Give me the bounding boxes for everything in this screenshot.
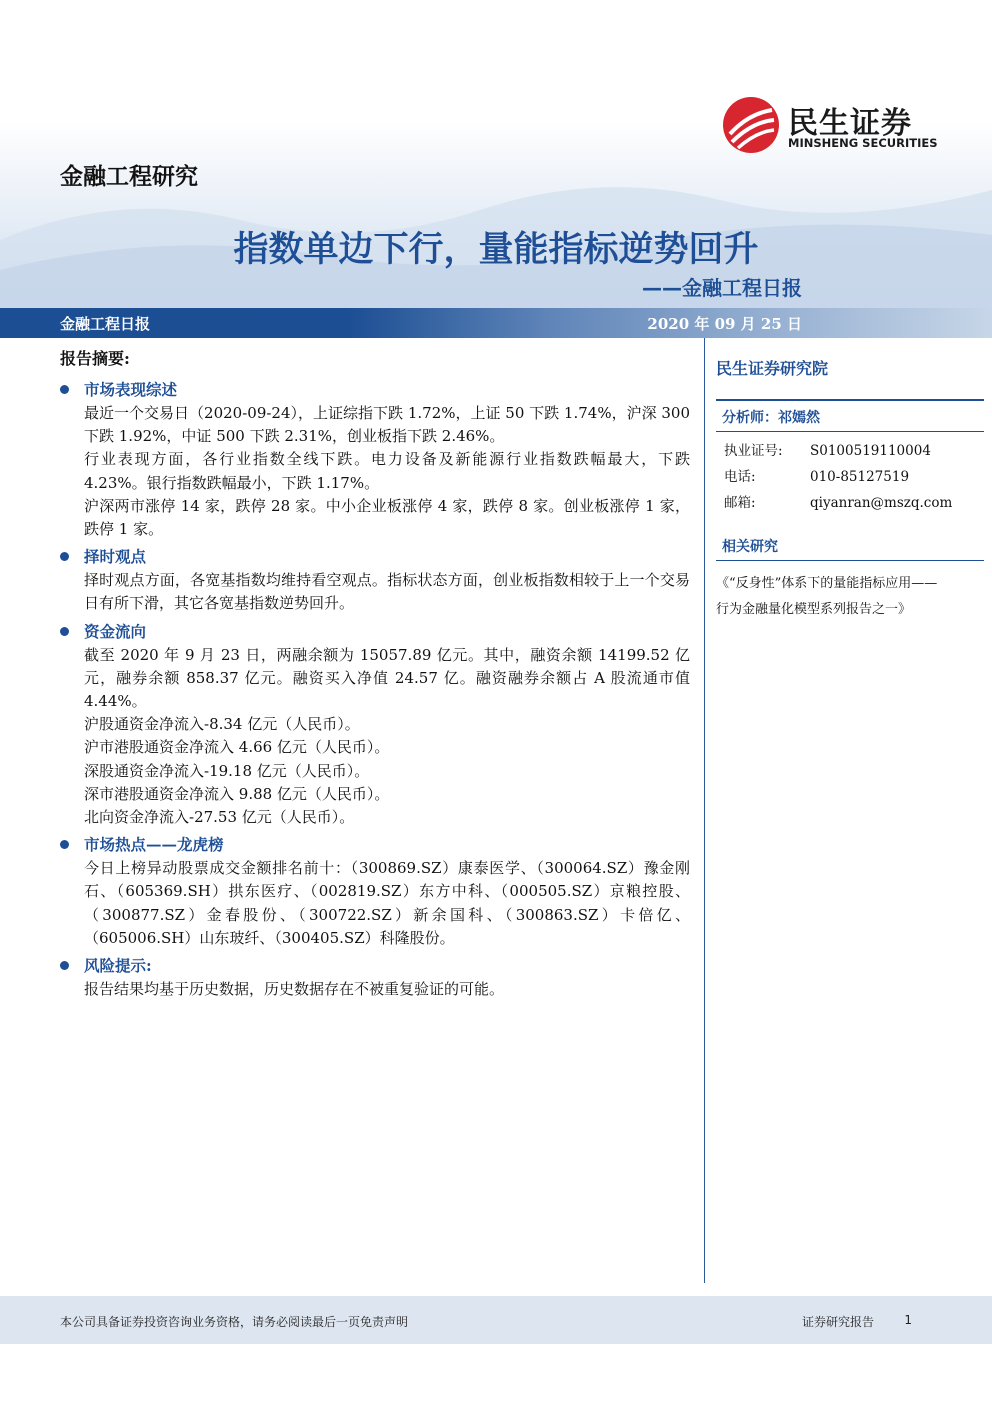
paragraph: 北向资金净流入-27.53 亿元（人民币）。 (84, 808, 355, 827)
report-type-label: 金融工程日报 (60, 315, 151, 333)
logo-name-cn: 民生证券 (788, 106, 912, 141)
report-date: 2020 年 09 月 25 日 (647, 315, 802, 333)
section-fund-flow (60, 620, 690, 830)
footer-doc-type: 证券研究报告 (801, 1315, 874, 1329)
analyst-info (716, 438, 984, 516)
bullet-icon (60, 627, 69, 636)
report-title: 指数单边下行，量能指标逆势回升 (233, 230, 759, 270)
related-report-link[interactable]: 《“反身性”体系下的量能指标应用—— 行为金融量化模型系列报告之一》 (716, 576, 938, 617)
section-hotspot (60, 833, 690, 950)
related-heading: 相关研究 (716, 532, 984, 561)
section-heading: 风险提示: (60, 954, 690, 978)
paragraph: 深股通资金净流入-19.18 亿元（人民币）。 (84, 761, 370, 780)
bullet-icon (60, 552, 69, 561)
paragraph: 沪深两市涨停 14 家，跌停 28 家。中小企业板涨停 4 家，跌停 8 家。创业板涨停 1 家，跌停 1 家。 (84, 496, 690, 539)
analyst-name: 分析师：祁嫣然 (716, 399, 984, 432)
section-heading: 择时观点 (60, 545, 690, 569)
footer-disclaimer: 本公司具备证券投资咨询业务资格，请务必阅读最后一页免责声明 (60, 1315, 409, 1329)
page-number: 1 (904, 1313, 912, 1327)
summary-content (60, 378, 690, 1005)
minsheng-logo (722, 96, 952, 156)
column-divider (704, 338, 705, 1283)
report-category: 金融工程研究 (60, 164, 198, 190)
paragraph: 今日上榜异动股票成交金额排名前十：（300869.SZ）康泰医学、（300064.SZ）豫金刚石、（605369.SH）拱东医疗、（002819.SZ）东方中科、（000505.SZ）京粮控股、（300877.SZ）金春股份、（300722.SZ）新余国科、（300863.SZ）卡倍亿、（605006.SH）山东玻纤、（300405.SZ）科隆股份。 (84, 859, 690, 947)
paragraph: 截至 2020 年 9 月 23 日，两融余额为 15057.89 亿元。其中，融资余额 14199.52 亿元，融券余额 858.37 亿元。融资买入净值 24.57 亿。融资融券余额占 A 股流通市值 4.44%。 (84, 645, 690, 711)
email-link[interactable]: qiyanran@mszq.com (810, 495, 953, 511)
paragraph: 行业表现方面，各行业指数全线下跌。电力设备及新能源行业指数跌幅最大，下跌 4.23%。银行指数跌幅最小，下跌 1.17%。 (84, 450, 690, 492)
info-row: 电话: 010-85127519 (724, 469, 910, 485)
paragraph: 沪市港股通资金净流入 4.66 亿元（人民币）。 (84, 738, 390, 757)
logo-emblem-icon (722, 96, 780, 154)
paragraph: 深市港股通资金净流入 9.88 亿元（人民币）。 (84, 784, 390, 803)
bullet-icon (60, 840, 69, 849)
section-heading: 资金流向 (60, 620, 690, 644)
bullet-icon (60, 961, 69, 970)
report-subtitle: ——金融工程日报 (642, 276, 802, 300)
section-risk (60, 954, 690, 1001)
section-heading: 市场表现综述 (60, 378, 690, 402)
bullet-icon (60, 385, 69, 394)
section-market (60, 378, 690, 541)
summary-heading: 报告摘要: (60, 349, 130, 368)
paragraph: 报告结果均基于历史数据，历史数据存在不被重复验证的可能。 (84, 980, 505, 999)
paragraph: 沪股通资金净流入-8.34 亿元（人民币）。 (84, 715, 360, 734)
info-row: 邮箱: qiyanran@mszq.com (716, 490, 984, 516)
logo-name-en: MINSHENG SECURITIES (788, 136, 938, 150)
institute-name: 民生证券研究院 (716, 359, 829, 378)
section-heading: 市场热点——龙虎榜 (60, 833, 690, 857)
sidebar (716, 356, 984, 623)
paragraph: 最近一个交易日（2020-09-24），上证综指下跌 1.72%，上证 50 下跌 1.74%，沪深 300 下跌 1.92%，中证 500 下跌 2.31%，创业板指下跌 2.46%。 (84, 404, 690, 446)
section-timing (60, 545, 690, 615)
paragraph: 择时观点方面，各宽基指数均维持看空观点。指标状态方面，创业板指数相较于上一个交易日有所下滑，其它各宽基指数逆势回升。 (84, 571, 690, 613)
info-row: 执业证号: S0100519110004 (724, 443, 931, 459)
